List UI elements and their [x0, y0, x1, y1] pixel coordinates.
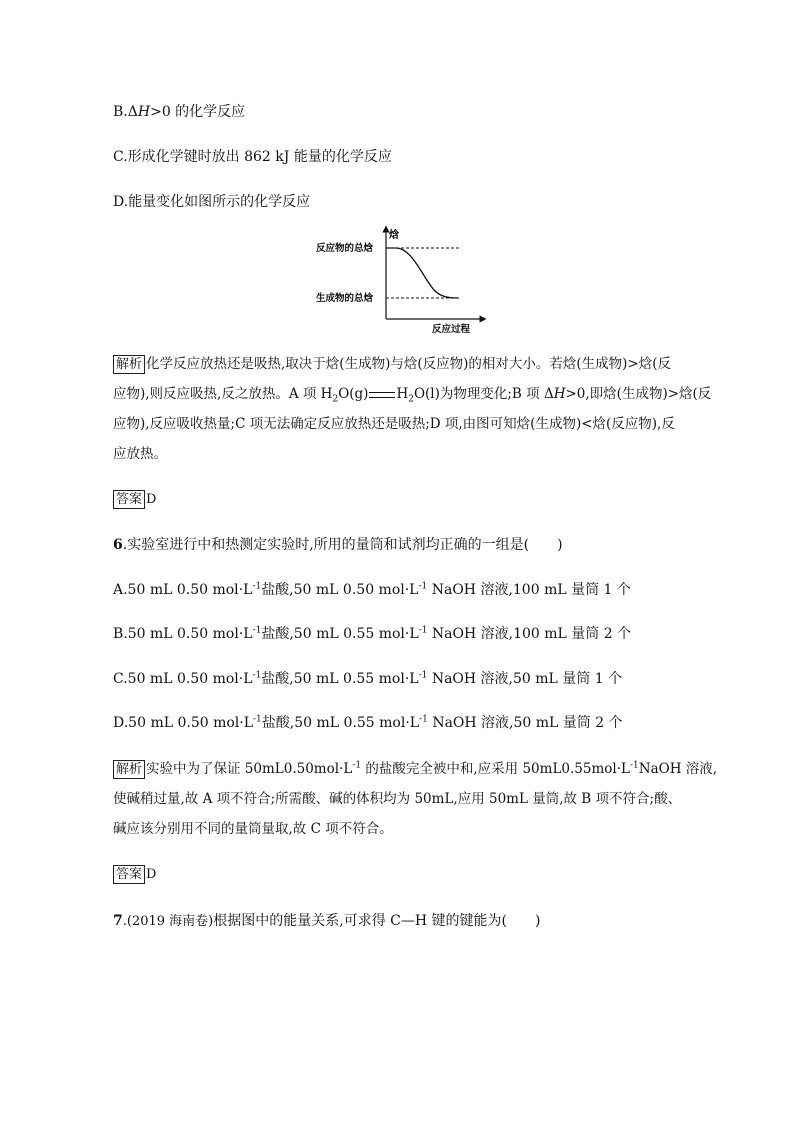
analysis-q6: 解析 实验中为了保证 $50mL0.50mol\cdot L^{-1}$ 的盐酸完全被中和,应采用 $50mL0.55mol\cdot L^{-1}NaOH$ 溶液, 使碱稍过量,故 A 项不符合;所需酸、碱的体积均为 50mL,应用 50mL 量筒,故 B 项不符合;酸、 碱应该分别用不同的量筒量取,故 C 项不符合。 — [113, 760, 718, 837]
answer-tag: 答案 — [113, 490, 145, 509]
option-c: C.形成化学键时放出 862 kJ 能量的化学反应 — [113, 149, 392, 165]
option-d: D.能量变化如图所示的化学反应 — [113, 194, 311, 210]
enthalpy-diagram — [300, 224, 490, 336]
analysis-tag: 解析 — [113, 355, 145, 374]
energy-curve — [386, 248, 458, 298]
q6-option-c: C.50 mL 0.50 $mol\cdot L^{-1}$盐酸,50 mL 0.55 $mol\cdot L^{-1}$ NaOH 溶液,50 mL 量筒 1 个 — [113, 670, 623, 687]
question-7: 7.(2019 海南卷)根据图中的能量关系,可求得 C—H 键的键能为( ) — [113, 913, 541, 929]
reactant-label: 反应物的总焓 — [316, 243, 374, 254]
answer-q6: 答案 D — [113, 865, 156, 885]
equilibrium-sign — [369, 392, 395, 398]
q6-option-b: B.50 mL 0.50 $mol\cdot L^{-1}$盐酸,50 mL 0.55 $mol\cdot L^{-1}$ NaOH 溶液,100 mL 量筒 2 个 — [113, 625, 632, 642]
option-b: B.ΔH>0 的化学反应 — [113, 104, 246, 120]
y-axis-label: 焓 — [389, 230, 399, 241]
answer-q5: 答案 D — [113, 490, 156, 510]
analysis-q5: 解析 化学反应放热还是吸热,取决于焓(生成物)与焓(反应物)的相对大小。若焓(生成物)>焓(反 应物),则反应吸热,反之放热。A 项 $H_2O(g)$ $H_2O(l)$为物理变化;B 项 ΔH>0,即焓(生成物)>焓(反 应物),反应吸收热量;C 项无法确定反应放热还是吸热;D 项,由图可知焓(生成物)<焓(反应物),反 应放热。 — [113, 356, 712, 462]
q6-option-d: D.50 mL 0.50 $mol\cdot L^{-1}$盐酸,50 mL 0.55 $mol\cdot L^{-1}$ NaOH 溶液,50 mL 量筒 2 个 — [113, 714, 623, 731]
x-axis-label: 反应过程 — [432, 324, 471, 335]
product-label: 生成物的总焓 — [316, 293, 374, 304]
q6-option-a: A.50 mL 0.50 $mol\cdot L^{-1}$盐酸,50 mL 0.50 $mol\cdot L^{-1}$ NaOH 溶液,100 mL 量筒 1 个 — [113, 581, 631, 598]
analysis-tag: 解析 — [113, 760, 145, 779]
question-6: 6.实验室进行中和热测定实验时,所用的量筒和试剂均正确的一组是( ) — [113, 537, 563, 553]
answer-tag: 答案 — [113, 865, 145, 884]
